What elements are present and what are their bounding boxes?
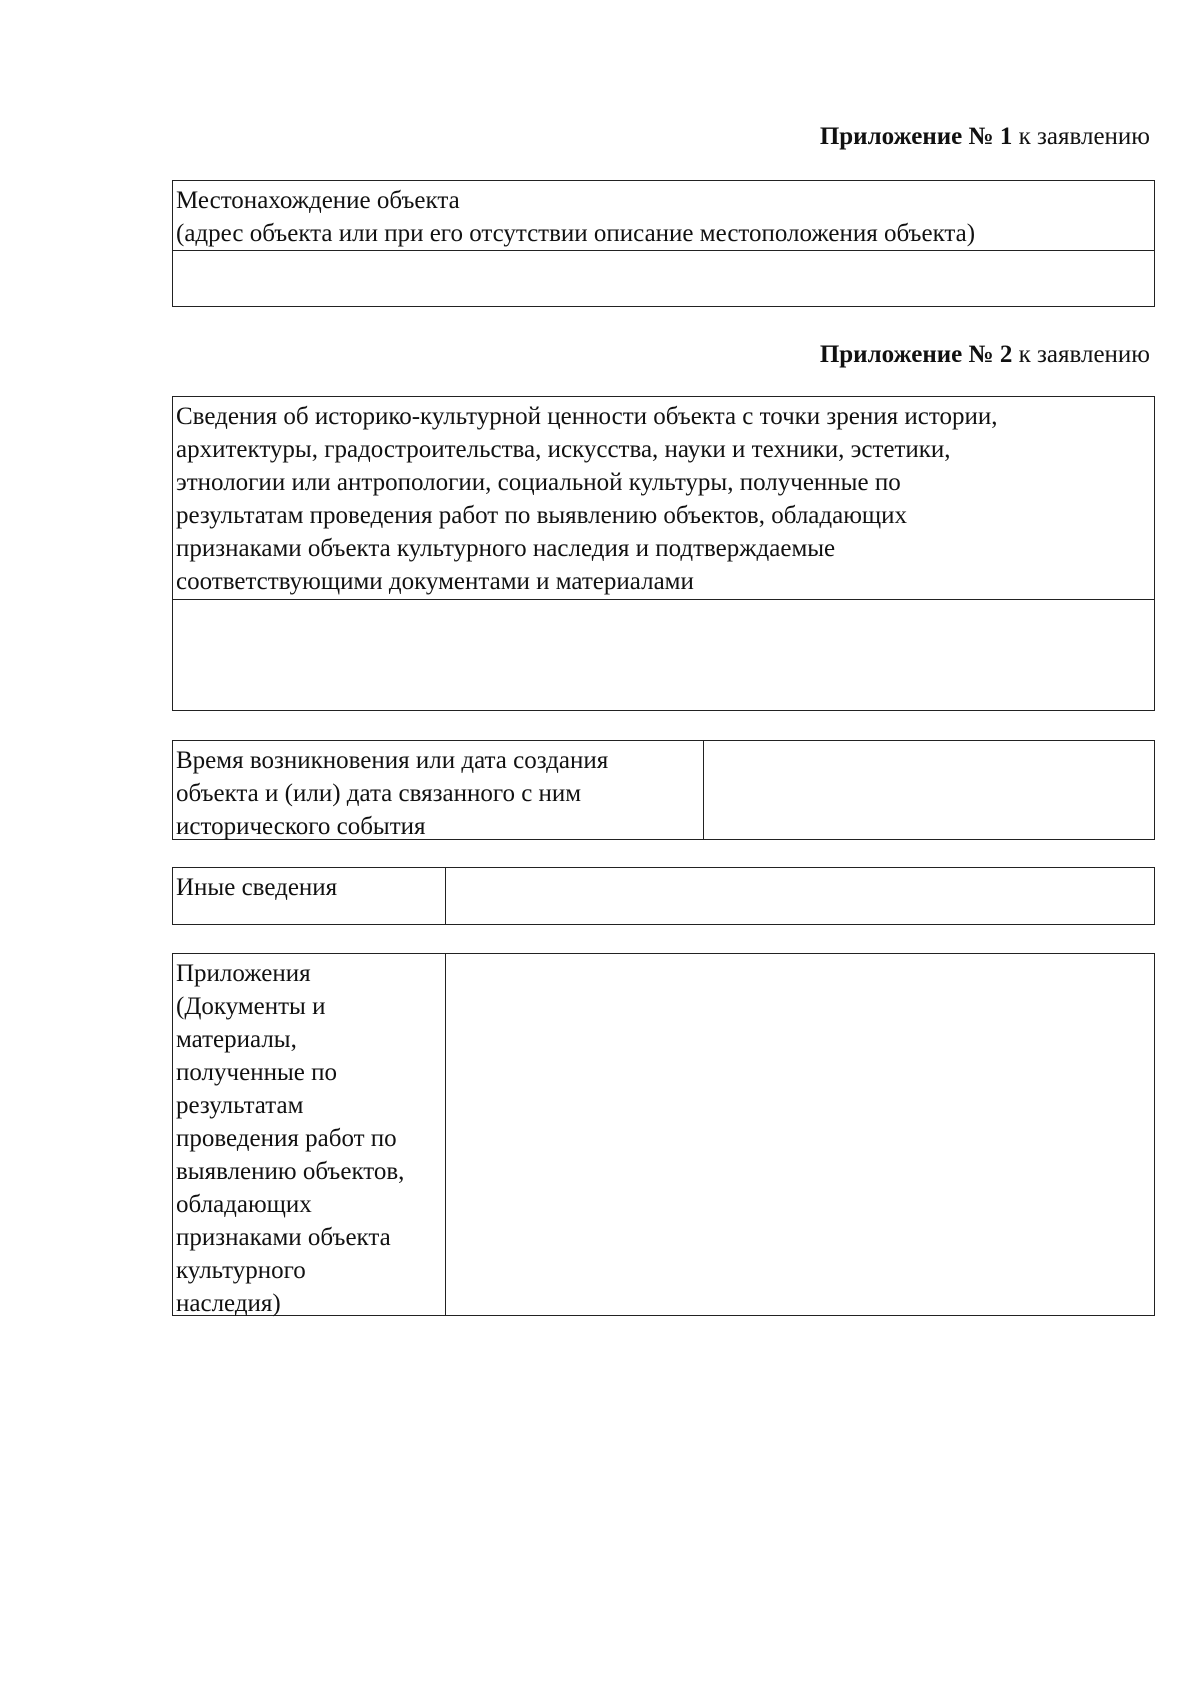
appendix-1-heading-rest: к заявлению — [1012, 123, 1150, 150]
location-table — [172, 180, 1155, 307]
location-label-line1: Местонахождение объекта — [176, 187, 460, 214]
attachments-table — [172, 953, 1155, 1316]
creation-date-table — [172, 740, 1155, 840]
cultural-value-table — [172, 396, 1155, 711]
cultural-value-label: Сведения об историко-культурной ценности объекта с точки зрения истории, архитектуры, градостроительства, искусства, науки и техники, эстетики, этнологии или антропологии, социальной культуры, полученные по результатам проведения работ по выявлению объектов, обладающих признаками объекта культурного наследия и подтверждаемые соответствующими документами и материалами — [176, 403, 998, 595]
attachments-field[interactable] — [446, 954, 1154, 1315]
appendix-2-heading-rest: к заявлению — [1012, 341, 1150, 368]
other-info-field[interactable] — [446, 868, 1154, 924]
other-info-label: Иные сведения — [173, 868, 446, 924]
location-label-line2: (адрес объекта или при его отсутствии описание местоположения объекта) — [176, 220, 976, 247]
location-label-cell — [173, 181, 1154, 250]
appendix-2-heading — [820, 340, 1150, 370]
appendix-1-heading-bold: Приложение № 1 — [819, 123, 1013, 150]
creation-date-label: Время возникновения или дата создания объекта и (или) дата связанного с ним исторического события — [173, 741, 704, 839]
creation-date-field[interactable] — [704, 741, 1154, 839]
attachments-label: Приложения (Документы и материалы, полученные по результатам проведения работ по выявлению объектов, обладающих признаками объекта культурного наследия) — [173, 954, 446, 1315]
appendix-2-heading-bold: Приложение № 2 — [819, 341, 1013, 368]
other-info-table — [172, 867, 1155, 925]
location-value-field[interactable] — [173, 250, 1154, 313]
cultural-value-field[interactable] — [173, 599, 1154, 717]
appendix-1-heading — [820, 122, 1150, 152]
